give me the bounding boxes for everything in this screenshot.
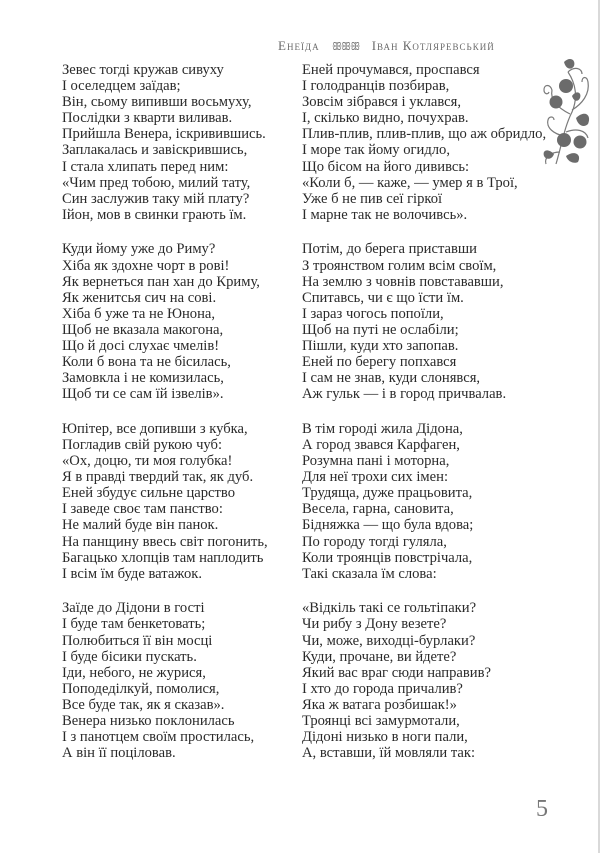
verse-line: Еней прочумався, проспався bbox=[302, 62, 480, 78]
verse-line: Хіба б уже та не Юнона, bbox=[62, 305, 215, 322]
verse-line: Що й досі слухає чмелів! bbox=[62, 338, 220, 354]
verse-line: В тім городі жила Дідона, bbox=[302, 420, 463, 437]
verse-line: Потім, до берега приставши bbox=[302, 241, 477, 258]
stanza bbox=[62, 241, 312, 402]
poem-column-right bbox=[302, 62, 552, 780]
verse-line: Еней по берегу попхався bbox=[302, 354, 457, 371]
verse-line: Полюбиться її він мосці bbox=[62, 632, 213, 649]
stanza bbox=[62, 600, 312, 761]
stanza bbox=[302, 241, 552, 402]
verse-line: Іди, небого, не журися, bbox=[62, 664, 206, 681]
verse-line: І хто до города причалив? bbox=[302, 680, 463, 697]
verse-line: «Чим пред тобою, милий тату, bbox=[62, 174, 251, 191]
verse-line: Бідняжка — що була вдова; bbox=[302, 517, 474, 534]
verse-line: Дідоні низько в ноги пали, bbox=[302, 729, 468, 746]
verse-line: І заведе своє там панство: bbox=[62, 501, 223, 518]
verse-line: Він, сьому випивши восьмуху, bbox=[62, 94, 252, 111]
book-title: Енеїда bbox=[278, 38, 320, 53]
verse-line: На панщину ввесь світ погонить, bbox=[62, 533, 268, 550]
verse-line: І, скілько видно, почухрав. bbox=[302, 110, 469, 127]
verse-line: Зевес тогді кружав сивуху bbox=[62, 62, 224, 78]
verse-line: Для неї трохи сих імен: bbox=[302, 469, 448, 486]
verse-line: І голодранців позбирав, bbox=[302, 78, 450, 95]
verse-line: На землю з човнів повстававши, bbox=[302, 273, 504, 290]
verse-line: Яка ж ватага розбишак!» bbox=[302, 696, 457, 713]
verse-line: Чи, може, виходці-бурлаки? bbox=[302, 632, 476, 649]
author-name: Іван Котляревський bbox=[371, 38, 495, 53]
verse-line: Який вас враг сюди направив? bbox=[302, 664, 491, 681]
verse-line: Все буде так, як я сказав». bbox=[62, 696, 225, 713]
verse-line: І сам не знав, куди слонявся, bbox=[302, 370, 481, 387]
verse-line: Син заслужив таку мій плату? bbox=[62, 190, 250, 207]
verse-line: Троянці всі замурмотали, bbox=[302, 712, 460, 729]
verse-line: Я в правді твердий так, як дуб. bbox=[62, 469, 254, 486]
verse-line: Розумна пані і моторна, bbox=[302, 453, 450, 470]
verse-line: Послідки з кварти виливав. bbox=[62, 110, 233, 127]
verse-line: І з панотцем своїм простилась, bbox=[62, 729, 255, 746]
verse-line: І зараз чогось попоїли, bbox=[302, 305, 444, 322]
verse-line: Щоб ти се сам їй ізвелів». bbox=[62, 386, 224, 403]
running-header bbox=[278, 38, 578, 54]
verse-line: Чи рибу з Дону везете? bbox=[302, 616, 447, 633]
verse-line: І всім їм буде ватажок. bbox=[62, 565, 203, 582]
verse-line: Багацько хлопців там наплодить bbox=[62, 549, 264, 566]
verse-line: Зовсім зібрався і уклався, bbox=[302, 94, 461, 111]
verse-line: Як женитсья сич на сові. bbox=[62, 289, 217, 306]
verse-line: Хіба як здохне чорт в рові! bbox=[62, 257, 230, 274]
verse-line: Заїде до Дідони в гості bbox=[62, 600, 205, 617]
verse-line: Плив-плив, плив-плив, що аж обридло, bbox=[302, 126, 547, 143]
poem-column-left bbox=[62, 62, 312, 780]
verse-line: Замовкла і не комизилась, bbox=[62, 370, 224, 387]
verse-line: Аж гульк — і в город причвалав. bbox=[302, 386, 507, 403]
verse-line: «Відкіль такі се гольтіпаки? bbox=[302, 600, 477, 617]
verse-line: По городу тогді гуляла, bbox=[302, 533, 447, 550]
verse-line: Весела, гарна, сановита, bbox=[302, 501, 454, 518]
stanza bbox=[62, 62, 312, 223]
verse-line: Не малий буде він панок. bbox=[62, 517, 219, 534]
verse-line: Венера низько поклонилась bbox=[62, 712, 235, 729]
verse-line: Коли б вона та не бісилась, bbox=[62, 354, 231, 371]
verse-line: А, вставши, їй мовляли так: bbox=[302, 745, 476, 762]
verse-line: З троянством голим всім своїм, bbox=[302, 257, 497, 274]
stanza bbox=[302, 600, 552, 761]
verse-line: І буде бісики пускать. bbox=[62, 648, 197, 665]
stanza bbox=[302, 421, 552, 582]
verse-line: Спитавсь, чи є що їсти їм. bbox=[302, 289, 464, 306]
verse-line: І море так йому огидло, bbox=[302, 142, 450, 159]
verse-line: Такі сказала їм слова: bbox=[302, 565, 437, 582]
stanza bbox=[62, 421, 312, 582]
verse-line: «Коли б, — каже, — умер я в Трої, bbox=[302, 174, 518, 191]
verse-line: Щоб на путі не ослабіли; bbox=[302, 321, 459, 338]
verse-line: Пішли, куди хто запопав. bbox=[302, 338, 459, 354]
verse-line: А город звався Карфаген, bbox=[302, 436, 460, 453]
stanza bbox=[302, 62, 552, 223]
verse-line: Юпітер, все допивши з кубка, bbox=[62, 420, 248, 437]
verse-line: Трудяща, дуже працьовита, bbox=[302, 485, 473, 502]
verse-line: Що бісом на його дививсь: bbox=[302, 158, 470, 175]
verse-line: Заплакалась и завіскрившись, bbox=[62, 142, 248, 159]
verse-line: Прийшла Венера, іскривившись. bbox=[62, 126, 266, 143]
verse-line: Коли троянців повстрічала, bbox=[302, 549, 473, 566]
verse-line: Ійон, мов в свинки грають їм. bbox=[62, 206, 247, 223]
verse-line: Уже б не пив сеї гіркої bbox=[302, 190, 443, 207]
verse-line: І марне так не волочивсь». bbox=[302, 206, 468, 223]
verse-line: Поподеділкуй, помолися, bbox=[62, 680, 220, 697]
page-number: 5 bbox=[536, 796, 548, 822]
verse-line: Як вернеться пан хан до Криму, bbox=[62, 273, 260, 290]
verse-line: І стала хлипать перед ним: bbox=[62, 158, 229, 175]
verse-line: А він її поціловав. bbox=[62, 745, 176, 762]
verse-line: Щоб не вказала макогона, bbox=[62, 321, 224, 338]
verse-line: Куди, прочане, ви йдете? bbox=[302, 648, 457, 665]
verse-line: Куди йому уже до Риму? bbox=[62, 241, 216, 258]
verse-line: Еней збудує сильне царство bbox=[62, 485, 235, 502]
verse-line: І оселедцем заїдав; bbox=[62, 78, 181, 95]
ornamental-separator-icon: ꕥꕥꕥ bbox=[331, 41, 360, 53]
verse-line: І буде там бенкетовать; bbox=[62, 616, 206, 633]
verse-line: «Ох, доцю, ти моя голубка! bbox=[62, 453, 233, 470]
verse-line: Погладив свій рукою чуб: bbox=[62, 436, 223, 453]
